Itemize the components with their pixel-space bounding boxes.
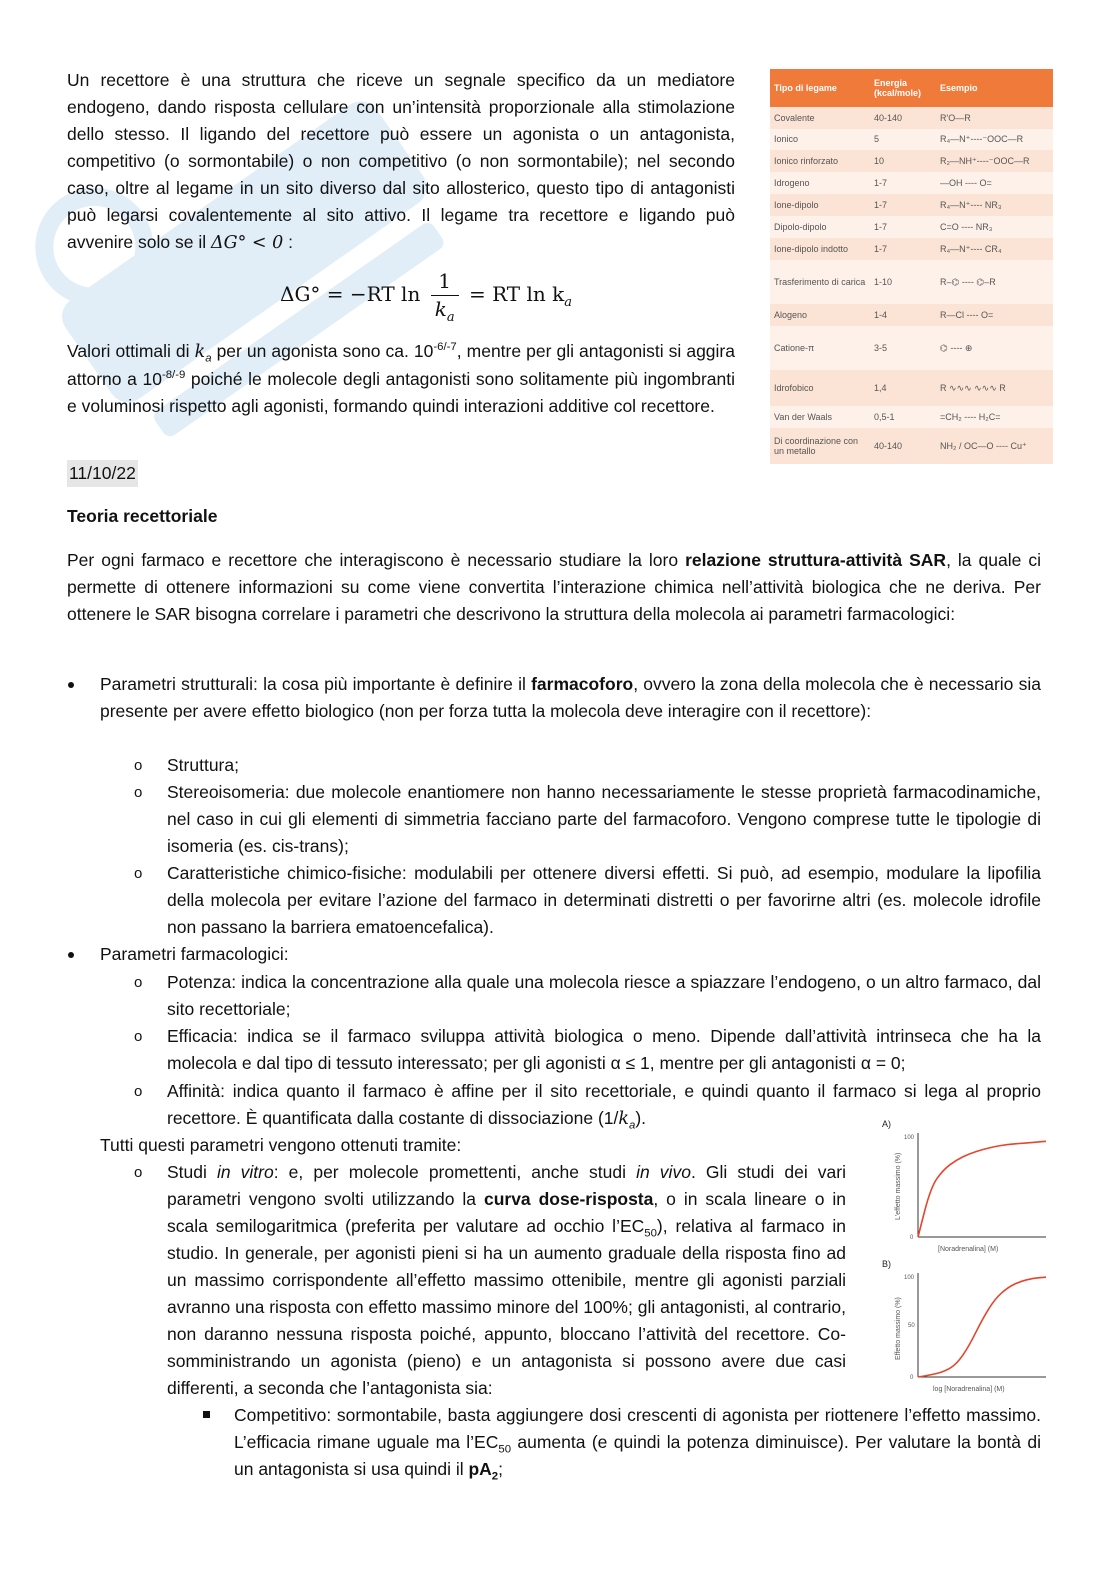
- chart-label: B): [882, 1259, 891, 1269]
- y-axis-label: L'effetto massimo (%): [895, 1152, 902, 1220]
- bullet-circle: o: [134, 974, 143, 991]
- dose-response-curve: [918, 1141, 1046, 1237]
- intro-paragraph: Un recettore è una struttura che riceve un segnale specifico da un mediatore endogeno, dando risposta cellulare con un’intensità proporzionale alla stimolazione dello stesso. Il ligando del recettore può essere un agonista o un antagonista, competitivo (o sormontabile) o non competitivo (o non sormontabile); nel secondo caso, oltre al legame in un sito diverso dal sito allosterico, questo tipo di antagonisti può legarsi covalentemente al sito attivo. Il legame tra recettore e ligando può avvenire solo se il ΔG° < 0 :: [67, 70, 735, 253]
- table-row: Dipolo-dipolo 1-7 C=O ---- NR₃: [770, 216, 1053, 238]
- bullet-circle: o: [134, 757, 143, 774]
- ka-paragraph: Valori ottimali di $k_a$ per un agonista sono ca. $10^{-6/-7}$, mentre per gli antagonisti si aggira attorno a $10^{-8/-9}$ poiché le molecole degli antagonisti sono solitamente più ingombranti e voluminosi rispetto agli agonisti, formando quindi interazioni additive col recettore.: [67, 341, 735, 416]
- bullet-square: [203, 1411, 210, 1418]
- bullet-circle: o: [134, 1028, 143, 1045]
- sub-item-potency: Potenza: indica la concentrazione alla quale una molecola riesce a spiazzare l’endogeno, o un altro farmaco, dal sito recettoriale;: [167, 972, 1041, 1019]
- fraction: $\frac{1}{k_a}$: [431, 268, 459, 323]
- table-row: Di coordinazione con un metallo 40-140 NH₂ / OC—O ---- Cu⁺: [770, 428, 1053, 464]
- sub-item-structure: Struttura;: [167, 755, 239, 775]
- table-row: Covalente 40-140 R'O—R: [770, 107, 1053, 129]
- table-header: Tipo di legame: [774, 82, 837, 93]
- table-header: Energia (kcal/mole): [874, 77, 922, 98]
- x-axis-label: log [Noradrenalina] (M): [933, 1386, 1005, 1393]
- all-params-line: Tutti questi parametri vengono ottenuti tramite:: [100, 1135, 462, 1155]
- bullet-dot: [68, 682, 74, 688]
- sub-item-affinity: Affinità: indica quanto il farmaco è affine per il sito recettoriale, e quindi quanto il farmaco si lega al proprio recettore. È quantificata dalla costante di dissociazione $(1/k_a)$.: [167, 1081, 1041, 1132]
- pharmacological-params-item: Parametri farmacologici:: [100, 944, 289, 964]
- table-row: Trasferimento di carica 1-10 R–⌬ ---- ⌬–R: [770, 260, 1053, 304]
- bond-types-table: [770, 69, 1053, 464]
- sub-item-efficacy: Efficacia: indica se il farmaco sviluppa attività biologica o meno. Dipende dall’attività intrinseca che ha la molecola e dal tipo di tessuto interessato; per gli agonisti α ≤ 1, mentre per gli antagonisti α = 0;: [167, 1026, 1041, 1073]
- section-heading: Teoria recettoriale: [67, 506, 218, 526]
- y-tick-label: 100: [904, 1135, 915, 1141]
- sub-item-stereoisomerism: Stereoisomeria: due molecole enantiomere non hanno necessariamente le stesse proprietà farmacodinamiche, nel caso in cui gli elementi di simmetria facciano parte del farmacoforo. Vengono comprese tutte le tipologie di isomeria (es. cis-trans);: [167, 782, 1041, 856]
- table-header-row: [770, 69, 1053, 107]
- bullet-circle: o: [134, 1083, 143, 1100]
- y-tick-label: 100: [904, 1275, 915, 1281]
- bullet-circle: o: [134, 865, 143, 882]
- table-row: Catione-π 3-5 ⌬ ---- ⊕: [770, 326, 1053, 370]
- dose-response-chart-linear: [878, 1115, 1053, 1255]
- table-row: Idrofobico 1,4 R ∿∿∿ ∿∿∿ R: [770, 370, 1053, 406]
- sub-item-studies: Studi in vitro: e, per molecole promettenti, anche studi in vivo. Gli studi dei vari parametri vengono svolti utilizzando la curva dose-risposta, o in scala lineare o in scala semilogaritmica (preferita per valutare ad occhio $l’EC_{50}$), relativa al farmaco in studio. In generale, per agonisti pieni si ha un aumento graduale della risposta fino ad un massimo corrispondente all’effetto massimo ottenibile, mentre gli agonisti parziali avranno una risposta con effetto massimo minore del 100%; gli antagonisti, al contrario, non daranno nessuna risposta poiché, appunto, bloccano l’attività del recettore. Co-somministrando un agonista (pieno) e un antagonista si possono avere due casi differenti, a seconda che l’antagonista sia:: [167, 1162, 847, 1398]
- y-tick-label: 50: [908, 1323, 915, 1329]
- date-label: 11/10/22: [67, 460, 138, 487]
- bullet-circle: o: [134, 784, 143, 801]
- sub-item-chemphys: Caratteristiche chimico-fisiche: modulabili per ottenere diversi effetti. Si può, ad esempio, modulare la lipofilia della molecola per evitare l’azione del farmaco in determinati distretti o per favorirne altri (es. molecole idrofile non passano la barriera ematoencefalica).: [167, 863, 1041, 937]
- dose-response-chart-semilog: [878, 1255, 1053, 1395]
- y-tick-label: 0: [910, 1235, 914, 1241]
- chart-label: A): [882, 1119, 891, 1129]
- table-row: Van der Waals 0,5-1 =CH₂ ---- H₂C=: [770, 406, 1053, 428]
- dose-response-curve: [918, 1277, 1046, 1377]
- gibbs-formula: ΔG° = −RT ln $\frac{1}{k_a}$ = RT $\ln k_a$: [280, 269, 572, 325]
- table-row: Alogeno 1-4 R—Cl ---- O=: [770, 304, 1053, 326]
- table-row: Ionico rinforzato 10 R₂—NH⁺----⁻OOC—R: [770, 150, 1053, 172]
- x-axis-label: [Noradrenalina] (M): [938, 1246, 999, 1253]
- table-row: Ione-dipolo indotto 1-7 R₄—N⁺---- CR₄: [770, 238, 1053, 260]
- bullet-circle: o: [134, 1164, 143, 1181]
- y-tick-label: 0: [910, 1375, 914, 1381]
- table-row: Ione-dipolo 1-7 R₄—N⁺---- NR₃: [770, 194, 1053, 216]
- bullet-dot: [68, 952, 74, 958]
- sub-sub-item-competitive: Competitivo: sormontabile, basta aggiungere dosi crescenti di agonista per riottenere l’effetto massimo. L’efficacia rimane uguale ma $l’EC_{50}$ aumenta (e quindi la potenza diminuisce). Per valutare la bontà di un antagonista si usa quindi il $pA_2$;: [234, 1405, 1041, 1483]
- table-row: Idrogeno 1-7 —OH ---- O=: [770, 172, 1053, 194]
- y-axis-label: Effetto massimo (%): [895, 1297, 902, 1360]
- table-row: Ionico 5 R₄—N⁺----⁻OOC—R: [770, 129, 1053, 151]
- structural-params-item: Parametri strutturali: la cosa più importante è definire il farmacoforo, ovvero la zona della molecola che è necessario sia presente per avere effetto biologico (non per forza tutta la molecola deve interagire con il recettore):: [100, 674, 1041, 721]
- sar-paragraph: Per ogni farmaco e recettore che interagiscono è necessario studiare la loro relazione struttura-attività SAR, la quale ci permette di ottenere informazioni su come viene convertita l’interazione chimica nell’attività biologica che ne deriva. Per ottenere le SAR bisogna correlare i parametri che descrivono la struttura della molecola ai parametri farmacologici:: [67, 550, 1042, 624]
- table-header: Esempio: [940, 82, 978, 93]
